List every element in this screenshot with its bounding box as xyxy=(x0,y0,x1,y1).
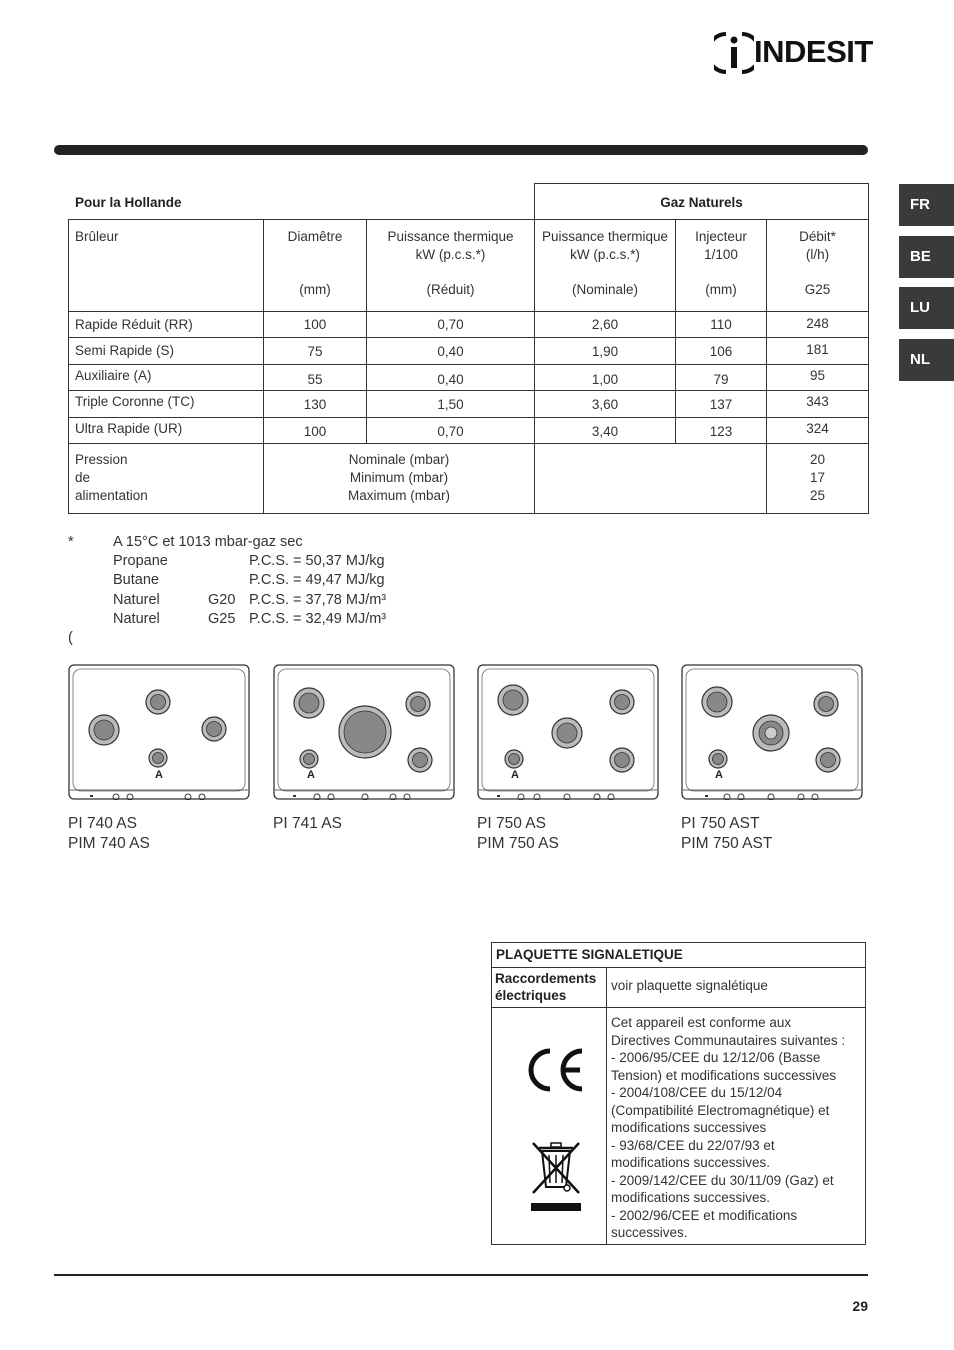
conformity-line: - 2006/95/CEE du 12/12/06 (Basse xyxy=(611,1050,821,1065)
header-power-nominal-mode: (Nominale) xyxy=(571,282,639,297)
burner-mark: A xyxy=(307,769,315,781)
table-row-diameter: 75 xyxy=(307,344,323,359)
header-flow-gas: G25 xyxy=(804,282,831,297)
elec-label-2: électriques xyxy=(495,988,567,1003)
conformity-line: Tension) et modifications successives xyxy=(611,1067,837,1083)
conformity-line: Directives Communautaires suivantes : xyxy=(611,1032,846,1048)
table-row-nominal: 2,60 xyxy=(591,317,619,332)
header-injector: Injecteur xyxy=(695,229,747,244)
rating-plate-table xyxy=(491,942,866,1245)
pressure-nominal-value: 20 xyxy=(809,452,826,467)
table-row-flow: 343 xyxy=(806,394,829,409)
page-number: 29 xyxy=(852,1298,868,1314)
table-row-nominal: 1,00 xyxy=(591,372,619,387)
hob-diagram-pi740 xyxy=(68,664,250,800)
model-label xyxy=(477,814,559,854)
gas-value: P.C.S. = 37,78 MJ/m³ xyxy=(249,592,387,608)
conformity-line: - 2002/96/CEE et modifications xyxy=(611,1207,798,1223)
conformity-text xyxy=(611,1014,865,1242)
table-row-flow: 248 xyxy=(806,316,829,331)
header-power-reduced-unit: kW (p.c.s.*) xyxy=(415,247,486,262)
pressure-label-3: alimentation xyxy=(75,488,148,503)
lang-tab-nl[interactable]: NL xyxy=(899,339,954,381)
model-name: PI 741 AS xyxy=(273,815,342,832)
table-row-burner-name: Ultra Rapide (UR) xyxy=(75,421,183,436)
hob-diagram-pi750ast xyxy=(681,664,863,800)
model-label xyxy=(273,814,342,834)
lang-tab-be[interactable]: BE xyxy=(899,236,954,278)
pressure-label-2: de xyxy=(75,470,91,485)
header-flow: Débit* xyxy=(799,229,836,244)
table-row-reduced: 0,40 xyxy=(437,344,464,359)
table-row-injector: 79 xyxy=(713,372,729,387)
model-label xyxy=(68,814,150,854)
indesit-logo xyxy=(714,30,874,76)
header-diameter: Diamêtre xyxy=(287,229,343,244)
pressure-maximum-value: 25 xyxy=(809,488,826,503)
hob-diagram-pi750 xyxy=(477,664,659,800)
ce-mark-icon xyxy=(522,1045,588,1095)
table-row-diameter: 100 xyxy=(303,424,327,439)
table-row-flow: 95 xyxy=(809,368,826,383)
pressure-minimum-label: Minimum (mbar) xyxy=(349,470,449,485)
hob-drawing-icon xyxy=(273,664,455,800)
bottom-rule xyxy=(54,1274,868,1276)
pressure-label: Pression xyxy=(75,452,128,467)
model-name: PI 740 AS xyxy=(68,815,137,832)
pressure-maximum-label: Maximum (mbar) xyxy=(347,488,450,503)
hob-drawing-icon xyxy=(681,664,863,800)
header-power-nominal: Puissance thermique xyxy=(541,229,669,244)
gas-type-heading: Gaz Naturels xyxy=(660,195,743,210)
conformity-line: Cet appareil est conforme aux xyxy=(611,1015,792,1030)
header-flow-unit: (l/h) xyxy=(805,247,830,262)
model-name: PI 750 AST xyxy=(681,815,760,832)
footnote-star: * xyxy=(68,534,74,550)
pressure-minimum-value: 17 xyxy=(809,470,826,485)
model-name-alt: PIM 750 AS xyxy=(477,835,559,852)
pressure-nominal-label: Nominale (mbar) xyxy=(348,452,450,467)
burner-mark: A xyxy=(511,769,519,781)
logo-mark-icon xyxy=(714,30,754,76)
header-injector-unit: (mm) xyxy=(705,282,737,297)
table-row-nominal: 1,90 xyxy=(591,344,619,359)
model-name-alt: PIM 750 AST xyxy=(681,835,773,852)
model-label xyxy=(681,814,772,854)
table-row-reduced: 1,50 xyxy=(437,397,464,412)
gas-name: Naturel xyxy=(113,592,160,608)
table-row-diameter: 55 xyxy=(307,372,323,387)
conformity-line: (Compatibilité Electromagnétique) et xyxy=(611,1102,830,1118)
weee-bin-icon xyxy=(529,1139,583,1215)
conformity-line: modifications successives. xyxy=(611,1155,771,1170)
conformity-line: modifications successives. xyxy=(611,1190,771,1205)
gas-code: G20 xyxy=(208,592,236,608)
header-injector-scale: 1/100 xyxy=(704,247,738,262)
conformity-line: successives. xyxy=(611,1225,688,1240)
table-row-injector: 106 xyxy=(709,344,733,359)
conformity-line: - 2004/108/CEE du 15/12/04 xyxy=(611,1085,783,1100)
table-row-burner-name: Semi Rapide (S) xyxy=(75,343,175,358)
region-heading: Pour la Hollande xyxy=(75,195,182,210)
burner-mark: A xyxy=(155,769,163,781)
header-diameter-unit: (mm) xyxy=(299,282,331,297)
elec-label: Raccordements xyxy=(495,971,597,986)
table-row-nominal: 3,40 xyxy=(591,424,619,439)
top-rule xyxy=(54,145,868,155)
table-row-injector: 110 xyxy=(710,317,732,332)
lang-tab-fr[interactable]: FR xyxy=(899,184,954,226)
gas-name: Naturel xyxy=(113,611,160,627)
footnote-condition: A 15°C et 1013 mbar-gaz sec xyxy=(113,534,303,550)
hob-drawing-icon xyxy=(477,664,659,800)
table-row-burner-name: Rapide Réduit (RR) xyxy=(75,317,193,332)
hob-diagram-pi741 xyxy=(273,664,455,800)
gas-name: Propane xyxy=(113,553,168,569)
table-row-diameter: 100 xyxy=(303,317,327,332)
gas-name: Butane xyxy=(113,572,159,588)
table-row-injector: 123 xyxy=(709,424,733,439)
table-row-injector: 137 xyxy=(709,397,733,412)
table-row-flow: 324 xyxy=(806,421,829,436)
lang-tab-lu[interactable]: LU xyxy=(899,287,954,329)
model-name: PI 750 AS xyxy=(477,815,546,832)
burner-mark: A xyxy=(715,769,723,781)
table-row-diameter: 130 xyxy=(303,397,327,412)
table-row-reduced: 0,40 xyxy=(437,372,464,387)
gas-value: P.C.S. = 49,47 MJ/kg xyxy=(249,572,385,588)
table-row-reduced: 0,70 xyxy=(437,317,464,332)
footnote-paren: ( xyxy=(68,630,73,646)
brand-name: INDESIT xyxy=(754,34,873,69)
table-row-burner-name: Auxiliaire (A) xyxy=(75,368,152,383)
table-row-flow: 181 xyxy=(806,342,829,357)
table-row-nominal: 3,60 xyxy=(591,397,619,412)
gas-code: G25 xyxy=(208,611,236,627)
header-power-reduced-mode: (Réduit) xyxy=(426,282,475,297)
model-name-alt: PIM 740 AS xyxy=(68,835,150,852)
conformity-line: - 2009/142/CEE du 30/11/09 (Gaz) et xyxy=(611,1172,834,1188)
header-burner: Brûleur xyxy=(75,229,119,244)
table-row-burner-name: Triple Coronne (TC) xyxy=(75,394,195,409)
header-power-nominal-unit: kW (p.c.s.*) xyxy=(570,247,640,262)
header-power-reduced: Puissance thermique xyxy=(387,229,514,244)
plaque-title: PLAQUETTE SIGNALETIQUE xyxy=(496,947,683,962)
conformity-line: - 93/68/CEE du 22/07/93 et xyxy=(611,1137,775,1153)
gas-specs-table xyxy=(68,183,869,514)
conformity-line: modifications successives xyxy=(611,1120,767,1135)
elec-value: voir plaquette signalétique xyxy=(611,978,768,993)
gas-value: P.C.S. = 32,49 MJ/m³ xyxy=(249,611,387,627)
table-row-reduced: 0,70 xyxy=(437,424,464,439)
gas-value: P.C.S. = 50,37 MJ/kg xyxy=(249,553,385,569)
